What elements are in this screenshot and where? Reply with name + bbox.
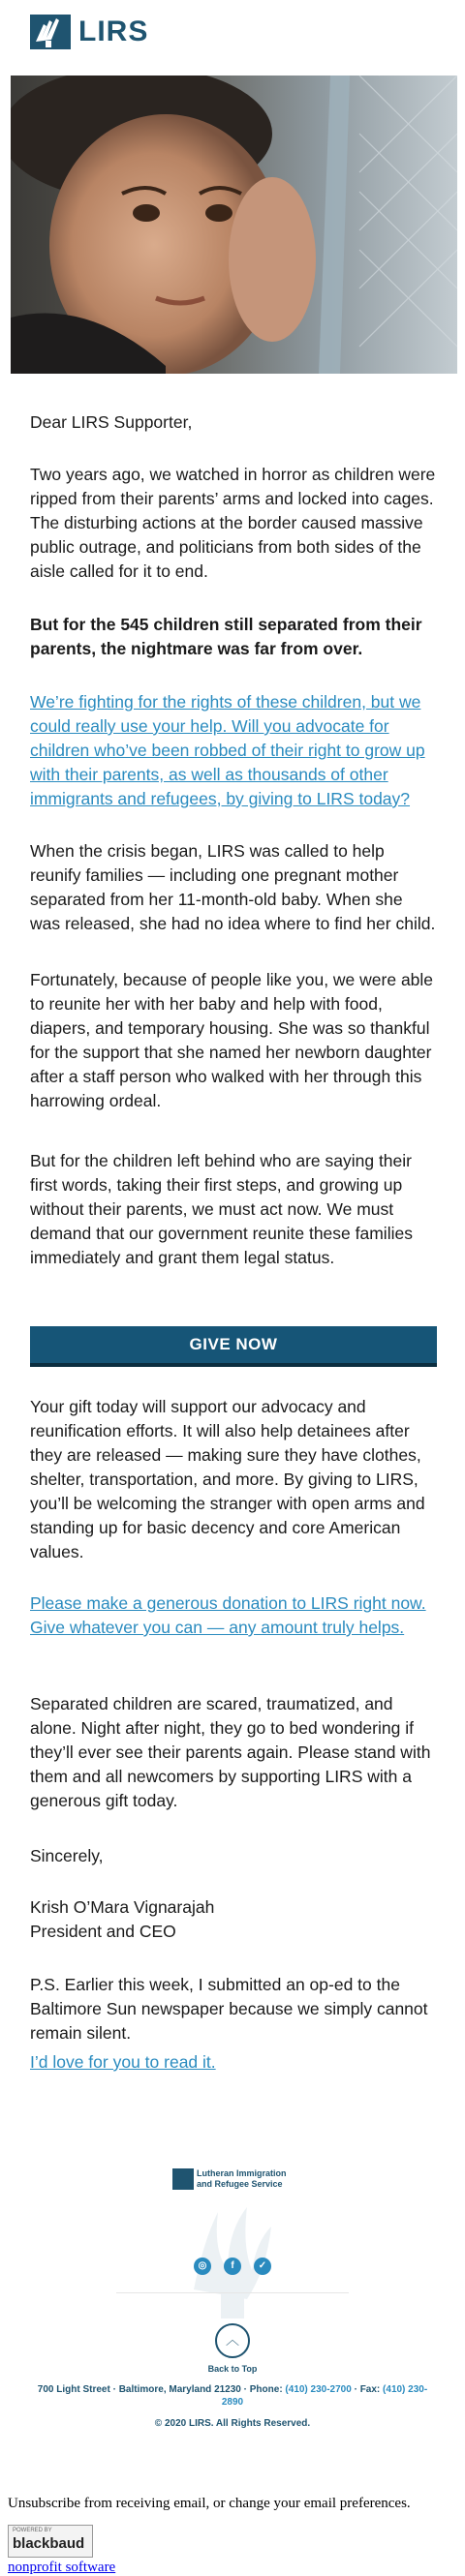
footer-logo-text: [197, 2168, 287, 2190]
paragraph-4-text: When the crisis began, LIRS was called to help reunify families — including one pregnant mother separated from her 11-month-old baby. When she was released, she had no idea where to find her child.: [30, 841, 436, 933]
read-op-ed-link[interactable]: I’d love for you to read it.: [30, 2052, 216, 2072]
footer-logo-line-2: and Refugee Service: [197, 2179, 283, 2189]
paragraph-6-text: But for the children left behind who are saying their first words, taking their first steps, and growing up without their parents, we must act now. We must demand that our government reunite these families immediately and grant them legal status.: [30, 1151, 413, 1267]
paragraph-2-text: But for the 545 children still separated from their parents, the nightmare was far from over.: [30, 615, 422, 658]
paragraph-4: [30, 839, 437, 936]
paragraph-8-link: [30, 1591, 437, 1640]
fax-link[interactable]: (410) 230-2890: [221, 2384, 428, 2408]
lirs-torch-icon[interactable]: [30, 15, 71, 49]
paragraph-2-bold: [30, 613, 437, 661]
paragraph-9-text: Separated children are scared, traumatized, and alone. Night after night, they go to bed wondering if they’ll ever see their parents again. Please stand with them and all newcomers by supporting LIRS with a generous gift today.: [30, 1694, 431, 1810]
phone-link[interactable]: (410) 230-2700: [285, 2384, 352, 2395]
closing-text: Sincerely,: [30, 1846, 104, 1865]
blackbaud-logo-text: blackbaud: [13, 2535, 85, 2552]
postscript-link-wrap: [30, 2050, 437, 2075]
give-now-button[interactable]: GIVE NOW: [30, 1326, 437, 1367]
paragraph-1-text: Two years ago, we watched in horror as children were ripped from their parents’ arms and locked into cages. The disturbing actions at the border caused massive public outrage, and politicians from both sides of the aisle called for it to end.: [30, 465, 436, 581]
powered-by-label: POWERED BY: [13, 2528, 52, 2533]
paragraph-5: [30, 968, 437, 1113]
footer-logo-line-1: Lutheran Immigration: [197, 2168, 287, 2178]
paragraph-6: [30, 1149, 437, 1270]
signature-title: President and CEO: [30, 1922, 176, 1941]
chevron-up-icon: ︿: [226, 2332, 239, 2348]
unsubscribe-text[interactable]: Unsubscribe from receiving email, or change your email preferences.: [8, 2496, 411, 2511]
footer-torch-icon: [172, 2168, 194, 2190]
paragraph-3-link: [30, 690, 437, 811]
instagram-icon[interactable]: ◎: [194, 2258, 211, 2275]
paragraph-9: [30, 1692, 437, 1813]
logo-text[interactable]: LIRS: [78, 15, 149, 47]
paragraph-5-text: Fortunately, because of people like you, we were able to reunite her with her baby and help with food, diapers, and temporary housing. She was so thankful for the support that she named her newborn daughter after a staff person who walked with her through this harrowing ordeal.: [30, 970, 434, 1110]
back-to-top-button[interactable]: [215, 2323, 250, 2358]
paragraph-7-text: Your gift today will support our advocacy and reunification efforts. It will also help detainees after they are released — making sure they have clothes, shelter, transportation, and more. By giving to LIRS, you’ll be welcoming the stranger with open arms and standing up for basic decency and core American values.: [30, 1397, 425, 1561]
postscript: [30, 1973, 437, 2046]
donate-link-advocate[interactable]: We’re fighting for the rights of these children, but we could really use your help. Will you advocate for children who’ve been robbed of their right to grow up with their parents, as well as thousands of other immigrants and refugees, by giving to LIRS today?: [30, 692, 425, 808]
donate-link-generous[interactable]: Please make a generous donation to LIRS right now. Give whatever you can — any amount truly helps.: [30, 1593, 426, 1637]
signature: [30, 1895, 437, 1944]
blackbaud-badge[interactable]: [8, 2525, 93, 2558]
address-text: 700 Light Street · Baltimore, Maryland 21230 · Phone:: [37, 2384, 286, 2395]
hero-image-child-at-window: [11, 76, 457, 374]
footer-logo[interactable]: [172, 2168, 293, 2192]
copyright: © 2020 LIRS. All Rights Reserved.: [154, 2418, 311, 2429]
facebook-icon[interactable]: f: [224, 2258, 241, 2275]
signature-name: Krish O’Mara Vignarajah: [30, 1897, 215, 1917]
back-to-top-label[interactable]: Back to Top: [207, 2364, 258, 2374]
paragraph-1: [30, 463, 437, 584]
twitter-icon[interactable]: ✓: [254, 2258, 271, 2275]
footer-address: [29, 2383, 436, 2409]
greeting-text: Dear LIRS Supporter,: [30, 412, 193, 432]
header-logo-bar: [0, 0, 465, 68]
footer-divider: [116, 2292, 349, 2293]
fax-label: · Fax:: [351, 2384, 384, 2395]
greeting: [30, 410, 437, 435]
postscript-text: P.S. Earlier this week, I submitted an op-ed to the Baltimore Sun newspaper because we simply cannot remain silent.: [30, 1975, 428, 2043]
closing: [30, 1844, 437, 1868]
nonprofit-software-link[interactable]: nonprofit software: [8, 2560, 116, 2575]
paragraph-7: [30, 1395, 437, 1564]
